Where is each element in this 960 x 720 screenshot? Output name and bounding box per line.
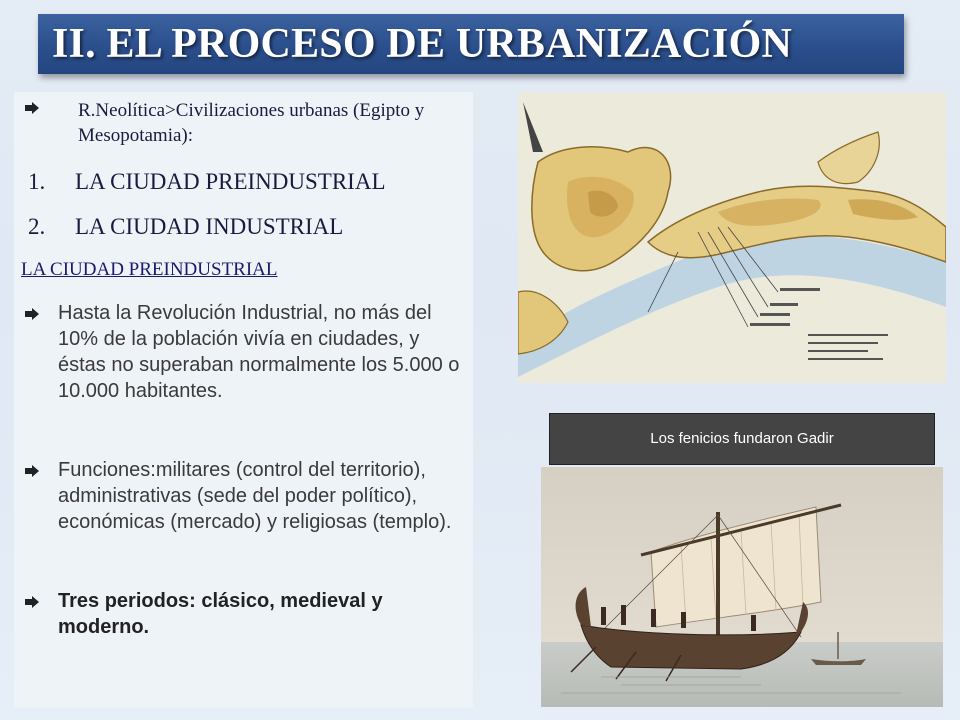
map-image — [518, 92, 946, 383]
arrow-right-icon — [25, 308, 39, 322]
intro-text: R.Neolítica>Civilizaciones urbanas (Egipto y Mesopotamia): — [78, 100, 425, 146]
number-label-2: 2. — [28, 214, 46, 239]
ship-image — [541, 467, 943, 707]
numbered-item-2: LA CIUDAD INDUSTRIAL — [75, 214, 344, 239]
title-banner — [38, 14, 904, 74]
arrow-right-icon — [25, 596, 39, 610]
text-panel — [14, 92, 473, 708]
bullet-revolucion: Hasta la Revolución Industrial, no más del 10% de la población vivía en ciudades, y éstas no superaban normalmente los 5.000 o 10.000 habitantes. — [58, 302, 460, 402]
arrow-right-icon — [25, 102, 39, 116]
bullet-periodos: Tres periodos: clásico, medieval y moderno. — [58, 590, 383, 638]
arrow-right-icon — [25, 465, 39, 479]
section-heading: LA CIUDAD PREINDUSTRIAL — [21, 259, 278, 280]
bullet-funciones: Funciones:militares (control del territorio), administrativas (sede del poder político), económicas (mercado) y religiosas (templo). — [58, 459, 452, 533]
image-caption: Los fenicios fundaron Gadir — [549, 413, 935, 465]
number-label-1: 1. — [28, 169, 46, 194]
slide-title: II. EL PROCESO DE URBANIZACIÓN — [52, 21, 792, 67]
numbered-item-1: LA CIUDAD PREINDUSTRIAL — [75, 169, 386, 194]
